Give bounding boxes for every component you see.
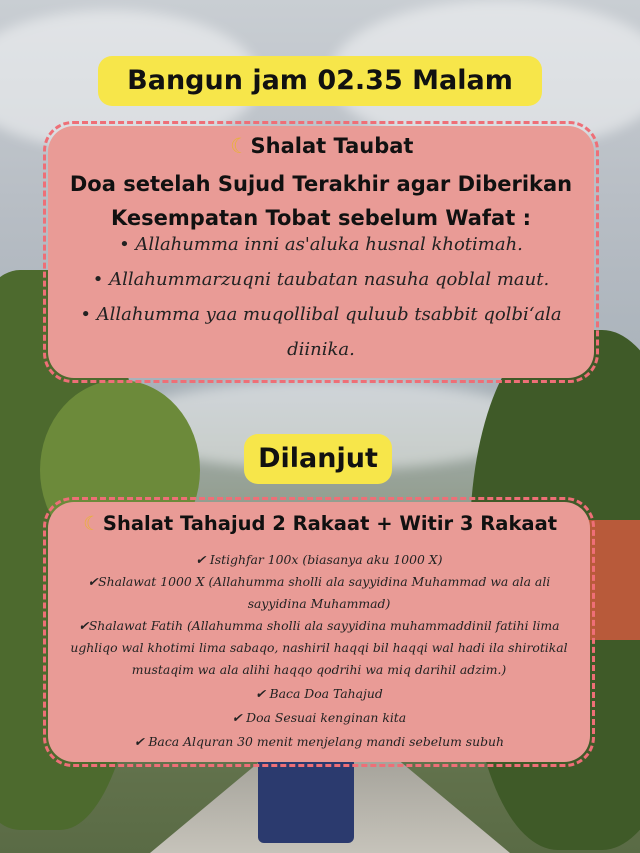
page-title: Bangun jam 02.35 Malam [98, 56, 542, 106]
checklist-item: ughliqo wal khotimi lima sabaqo, nashiril haqqi bil haqqi wal hadi ila shirotikal [70, 640, 568, 655]
checklist-item: ✔ Baca Alquran 30 menit menjelang mandi sebelum subuh [134, 734, 504, 749]
crescent-moon-icon: ☾ [230, 134, 249, 158]
checklist-item: ✔ Doa Sesuai kenginan kita [231, 710, 407, 725]
continue-label: Dilanjut [244, 434, 392, 484]
shalat-tahajud-card [48, 502, 590, 762]
checklist-item: mustaqim wa ala alihi haqqo qodrihi wa miq darihil adzim.) [131, 662, 507, 677]
checklist-item: ✔Shalawat Fatih (Allahumma sholli ala sayyidina muhammaddinil fatihi lima [78, 618, 560, 633]
prayer-item: diinika. [287, 339, 355, 360]
prayer-item: • Allahummarzuqni taubatan nasuha qoblal maut. [92, 269, 550, 290]
checklist-item: ✔ Baca Doa Tahajud [255, 686, 383, 701]
shalat-taubat-card [48, 126, 594, 378]
checklist-item: ✔Shalawat 1000 X (Allahumma sholli ala sayyidina Muhammad wa ala ali [87, 574, 551, 589]
section1-subheading-line2: Kesempatan Tobat sebelum Wafat : [111, 206, 531, 230]
prayer-item: • Allahumma yaa muqollibal quluub tsabbit qolbiʻala [80, 304, 562, 325]
section1-heading: ☾Shalat Taubat [230, 134, 414, 158]
prayer-item: • Allahumma inni as'aluka husnal khotimah. [119, 234, 523, 255]
crescent-moon-icon: ☾ [83, 512, 101, 535]
checklist-item: sayyidina Muhammad) [247, 596, 391, 611]
section2-heading: ☾ Shalat Tahajud 2 Rakaat + Witir 3 Rakaat [48, 512, 590, 535]
section1-subheading-line1: Doa setelah Sujud Terakhir agar Diberikan [69, 172, 573, 196]
checklist-item: ✔ Istighfar 100x (biasanya aku 1000 X) [195, 552, 443, 567]
